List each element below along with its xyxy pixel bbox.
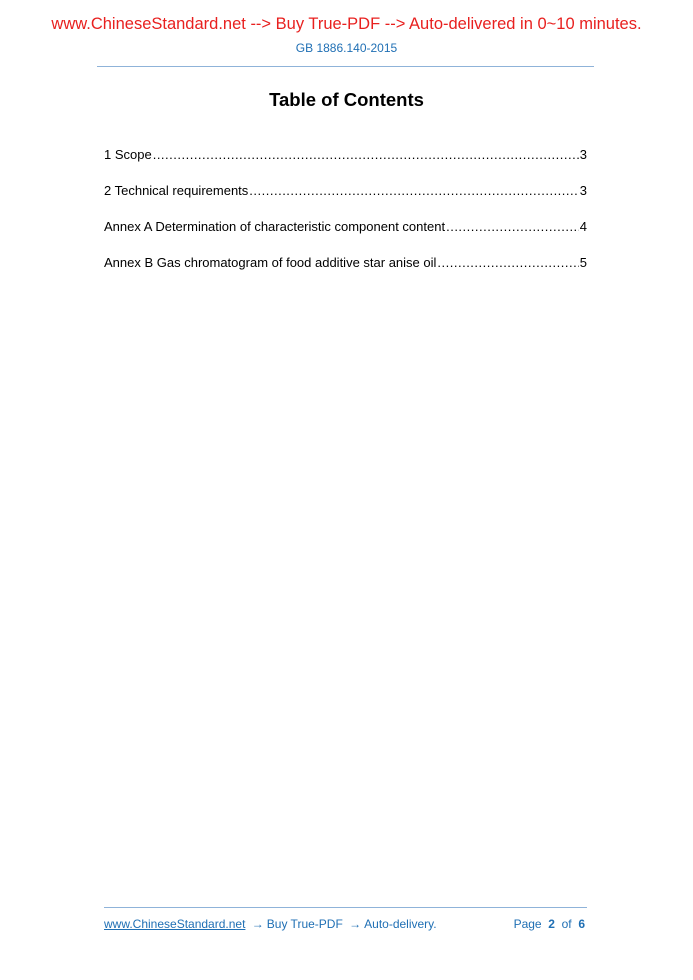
page-title: Table of Contents xyxy=(269,89,424,110)
footer-divider xyxy=(104,907,587,908)
table-of-contents xyxy=(104,146,587,290)
page-word: Page xyxy=(513,917,542,931)
toc-entry-label: Annex A Determination of characteristic component content xyxy=(104,219,446,234)
footer-left xyxy=(104,916,437,932)
toc-entry-annex-a[interactable] xyxy=(104,218,587,236)
total-pages-number: 6 xyxy=(578,917,585,931)
arrow-right-icon: → xyxy=(349,917,362,931)
toc-entry-technical-requirements[interactable] xyxy=(104,182,587,200)
header-banner: www.ChineseStandard.net --> Buy True-PDF --> Auto-delivered in 0~10 minutes. xyxy=(51,15,642,33)
toc-page-number: 3 xyxy=(579,147,587,162)
toc-page-number: 5 xyxy=(579,255,587,270)
document-code: GB 1886.140-2015 xyxy=(295,41,398,55)
toc-dot-leader xyxy=(446,218,579,236)
toc-dot-leader xyxy=(153,146,579,164)
toc-dot-leader xyxy=(437,254,578,272)
toc-page-number: 4 xyxy=(579,219,587,234)
toc-page-number: 3 xyxy=(579,183,587,198)
toc-entry-label: 1 Scope xyxy=(104,147,152,162)
footer-buy-text: Buy True-PDF xyxy=(266,917,343,931)
header-divider xyxy=(97,66,594,67)
toc-dot-leader xyxy=(249,182,578,200)
footer-site-link[interactable]: www.ChineseStandard.net xyxy=(104,917,246,931)
page-indicator xyxy=(514,916,585,932)
toc-entry-scope[interactable] xyxy=(104,146,587,164)
arrow-right-icon: → xyxy=(251,917,264,931)
of-word: of xyxy=(561,917,572,931)
footer-delivery-text: Auto-delivery. xyxy=(364,917,437,931)
current-page-number: 2 xyxy=(548,917,555,931)
toc-entry-label: Annex B Gas chromatogram of food additive star anise oil xyxy=(104,255,437,270)
toc-entry-annex-b[interactable] xyxy=(104,254,587,272)
page-footer xyxy=(104,916,585,932)
toc-entry-label: 2 Technical requirements xyxy=(104,183,249,198)
